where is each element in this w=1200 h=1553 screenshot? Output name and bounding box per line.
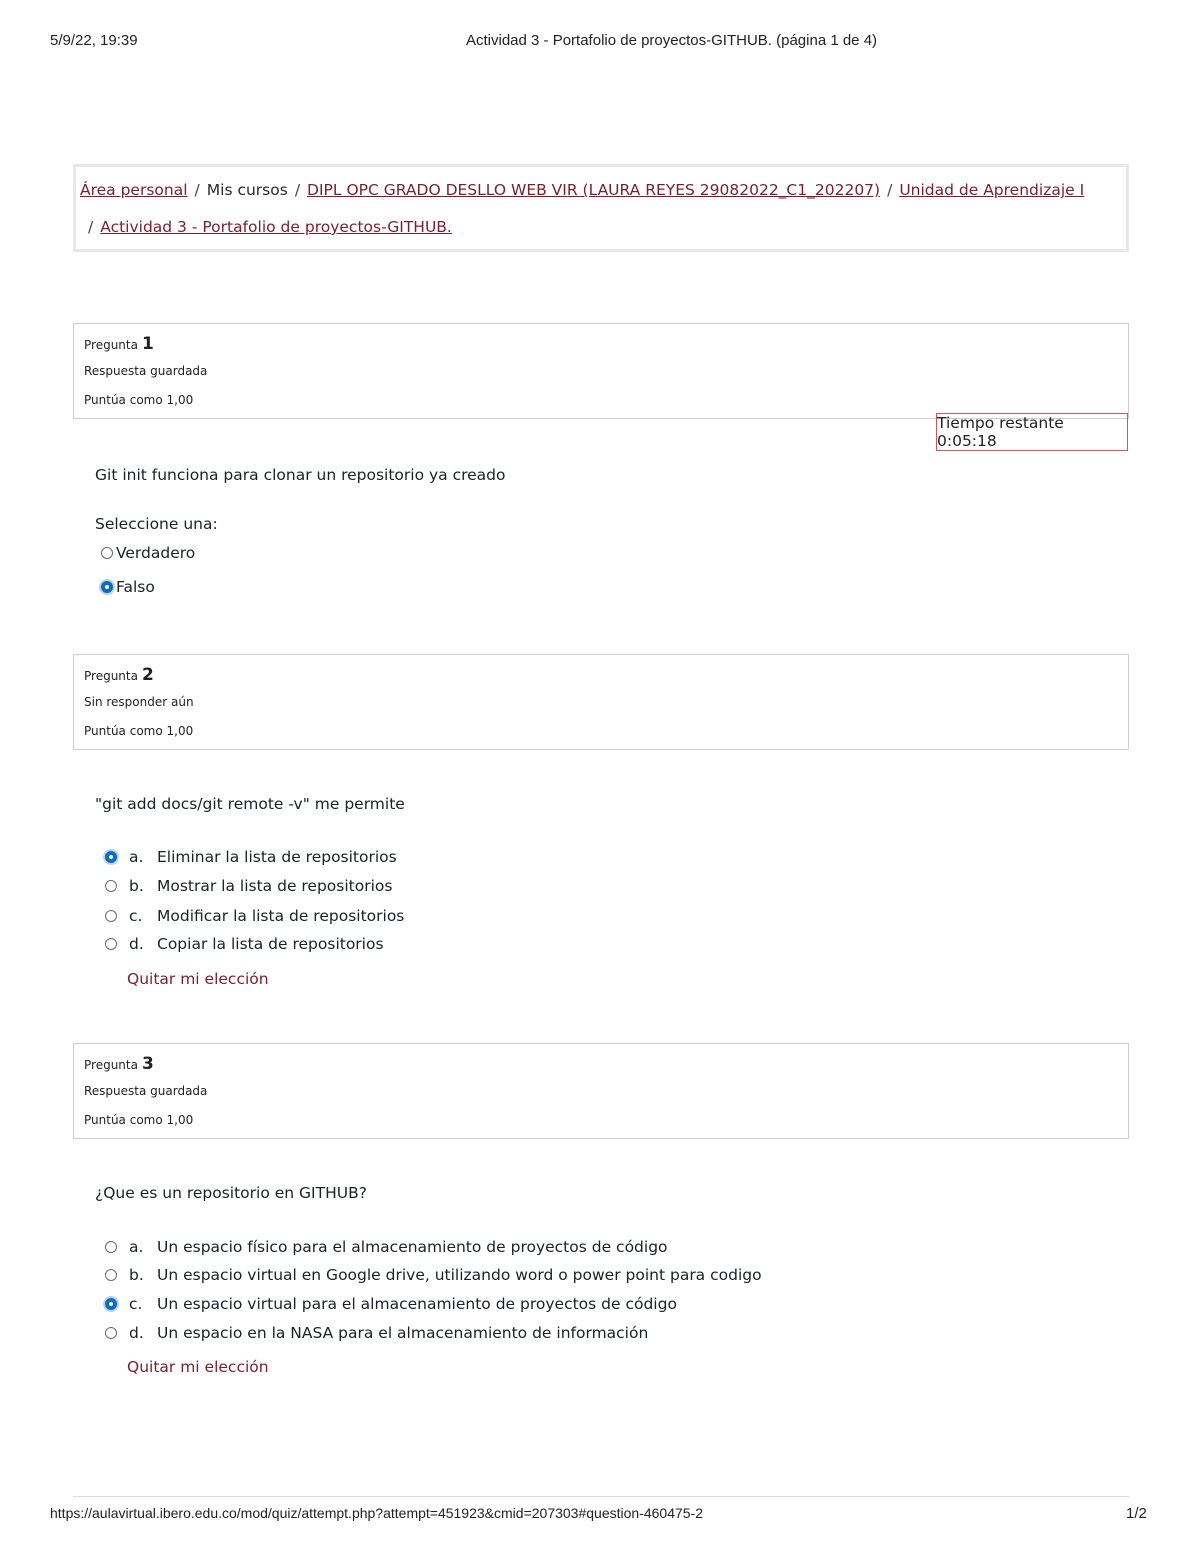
print-doc-title: Actividad 3 - Portafolio de proyectos-GITHUB. (página 1 de 4) xyxy=(466,32,878,49)
option-label: Falso xyxy=(116,578,155,596)
footer-divider xyxy=(73,1496,1129,1497)
radio-icon[interactable] xyxy=(105,910,117,922)
radio-icon[interactable] xyxy=(105,880,117,892)
question-grade: Puntúa como 1,00 xyxy=(84,393,194,407)
option-letter: d. xyxy=(129,935,144,953)
breadcrumb xyxy=(73,164,1129,252)
radio-selected-icon[interactable] xyxy=(101,581,113,593)
breadcrumb-link-unit[interactable]: Unidad de Aprendizaje I xyxy=(899,181,1085,199)
question-state: Sin responder aún xyxy=(84,695,194,709)
option-label: Copiar la lista de repositorios xyxy=(157,935,384,953)
option-label: Mostrar la lista de repositorios xyxy=(157,877,393,895)
option-label: Un espacio virtual para el almacenamiento de proyectos de código xyxy=(157,1295,677,1313)
radio-icon[interactable] xyxy=(105,1241,117,1253)
breadcrumb-link-activity[interactable]: Actividad 3 - Portafolio de proyectos-GITHUB. xyxy=(100,218,452,236)
radio-icon[interactable] xyxy=(105,1269,117,1281)
option-label: Un espacio físico para el almacenamiento de proyectos de código xyxy=(157,1238,668,1256)
question-grade: Puntúa como 1,00 xyxy=(84,1113,194,1127)
question-text-1: Git init funciona para clonar un repositorio ya creado xyxy=(95,466,506,484)
breadcrumb-separator: / xyxy=(887,181,893,199)
option-q2-a[interactable] xyxy=(105,848,397,866)
radio-selected-icon[interactable] xyxy=(105,1298,117,1310)
option-letter: a. xyxy=(129,848,144,866)
radio-icon[interactable] xyxy=(101,547,113,559)
clear-choice-link-q3[interactable]: Quitar mi elección xyxy=(127,1358,269,1376)
option-q2-c[interactable] xyxy=(105,907,404,925)
question-number: Pregunta 2 xyxy=(84,665,154,685)
print-page-number: 1/2 xyxy=(1126,1505,1147,1522)
question-state: Respuesta guardada xyxy=(84,364,208,378)
time-remaining: Tiempo restante 0:05:18 xyxy=(936,413,1128,451)
option-letter: c. xyxy=(129,1295,143,1313)
option-q1-true[interactable] xyxy=(101,544,195,562)
option-label: Eliminar la lista de repositorios xyxy=(157,848,397,866)
breadcrumb-link-area-personal[interactable]: Área personal xyxy=(80,181,188,199)
question-number: Pregunta 1 xyxy=(84,334,154,354)
breadcrumb-separator: / xyxy=(194,181,200,199)
radio-icon[interactable] xyxy=(105,1327,117,1339)
option-label: Verdadero xyxy=(116,544,196,562)
option-letter: b. xyxy=(129,1266,144,1284)
question-info-2 xyxy=(73,654,1129,750)
option-q3-d[interactable] xyxy=(105,1324,648,1342)
option-q3-b[interactable] xyxy=(105,1266,762,1284)
question-text-3: ¿Que es un repositorio en GITHUB? xyxy=(95,1184,367,1202)
breadcrumb-item-mis-cursos: Mis cursos xyxy=(206,181,288,199)
breadcrumb-separator: / xyxy=(294,181,301,199)
question-text-2: "git add docs/git remote -v" me permite xyxy=(95,795,405,813)
option-letter: c. xyxy=(129,907,143,925)
breadcrumb-separator: / xyxy=(88,218,94,236)
option-label: Un espacio en la NASA para el almacenamiento de información xyxy=(157,1324,649,1342)
breadcrumb-link-course[interactable]: DIPL OPC GRADO DESLLO WEB VIR (LAURA REYES 29082022_C1_202207) xyxy=(307,181,881,199)
option-label: Un espacio virtual en Google drive, utilizando word o power point para codigo xyxy=(157,1266,762,1284)
radio-selected-icon[interactable] xyxy=(105,851,117,863)
option-q2-b[interactable] xyxy=(105,877,392,895)
question-info-1 xyxy=(73,323,1129,419)
clear-choice-link-q2[interactable]: Quitar mi elección xyxy=(127,970,269,988)
option-letter: a. xyxy=(129,1238,144,1256)
question-prompt-1: Seleccione una: xyxy=(95,515,218,533)
option-q2-d[interactable] xyxy=(105,935,384,953)
radio-icon[interactable] xyxy=(105,938,117,950)
print-url: https://aulavirtual.ibero.edu.co/mod/quiz/attempt.php?attempt=451923&cmid=207303#question-460475-2 xyxy=(50,1505,704,1521)
question-info-3 xyxy=(73,1043,1129,1139)
option-letter: d. xyxy=(129,1324,144,1342)
option-label: Modificar la lista de repositorios xyxy=(157,907,405,925)
option-q3-a[interactable] xyxy=(105,1238,668,1256)
option-q3-c[interactable] xyxy=(105,1295,677,1313)
question-state: Respuesta guardada xyxy=(84,1084,208,1098)
option-letter: b. xyxy=(129,877,144,895)
print-datetime: 5/9/22, 19:39 xyxy=(50,32,138,49)
question-number: Pregunta 3 xyxy=(84,1054,154,1074)
question-grade: Puntúa como 1,00 xyxy=(84,724,194,738)
option-q1-false[interactable] xyxy=(101,578,155,596)
